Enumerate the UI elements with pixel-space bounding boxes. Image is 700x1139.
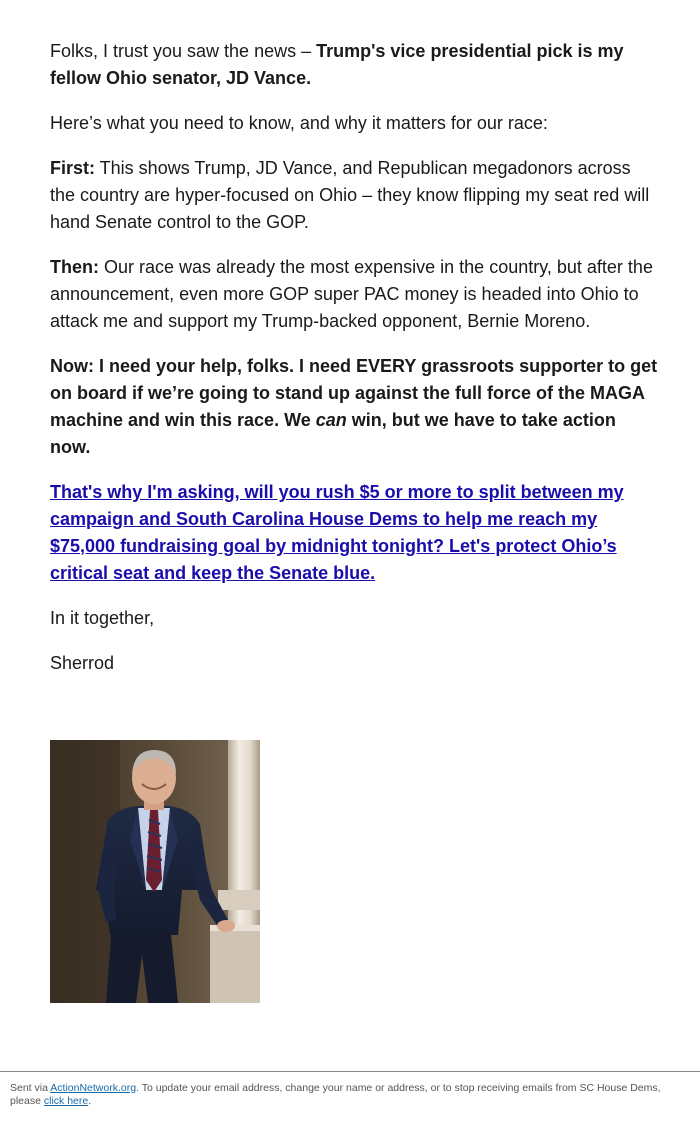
action-network-link[interactable]: ActionNetwork.org xyxy=(50,1082,137,1094)
paragraph-then xyxy=(50,254,660,335)
senator-portrait-image xyxy=(50,740,260,1003)
email-body xyxy=(50,38,660,695)
news-lead-text: Folks, I trust you saw the news – xyxy=(50,41,317,61)
news-bold-text: Trump's vice presidential pick is my fellow Ohio senator, JD Vance. xyxy=(50,41,624,88)
paragraph-news xyxy=(50,38,660,92)
unsubscribe-click-here-link[interactable]: click here xyxy=(43,1095,89,1107)
now-emphasis: can xyxy=(315,410,347,430)
paragraph-now xyxy=(50,353,660,461)
signature: Sherrod xyxy=(50,653,115,673)
signoff: In it together, xyxy=(50,608,155,628)
footer-middle-text: . To update your email address, change your name or address, or to stop receiving emails from SC House Dems, please xyxy=(10,1082,661,1107)
footer xyxy=(10,1082,680,1108)
first-text: This shows Trump, JD Vance, and Republican megadonors across the country are hyper-focused on Ohio – they know flipping my seat red will hand Senate control to the GOP. xyxy=(50,158,650,232)
then-text: Our race was already the most expensive in the country, but after the announcement, even more GOP super PAC money is headed into Ohio to attack me and support my Trump-backed opponent, Bernie Moreno. xyxy=(50,257,653,331)
first-label: First: xyxy=(50,158,95,178)
footer-divider xyxy=(0,1071,700,1072)
paragraph-first xyxy=(50,155,660,236)
footer-prefix-text: Sent via xyxy=(10,1082,51,1094)
then-label: Then: xyxy=(50,257,99,277)
footer-suffix-text: . xyxy=(88,1095,92,1107)
paragraph-cta xyxy=(50,479,660,587)
donate-cta-link[interactable]: That's why I'm asking, will you rush $5 or more to split between my campaign and South Carolina House Dems to help me reach my $75,000 fundraising goal by midnight tonight? Let's protect Ohio’s critical seat and keep the Senate blue. xyxy=(50,482,624,583)
now-text-a: Now: I need your help, folks. I need EVERY grassroots supporter to get on board if we’re going to stand up against the full force of the MAGA machine and win this race. We xyxy=(50,356,658,430)
now-text-b: win, but we have to take action now. xyxy=(50,410,616,457)
paragraph-intro: Here’s what you need to know, and why it matters for our race: xyxy=(50,113,548,133)
